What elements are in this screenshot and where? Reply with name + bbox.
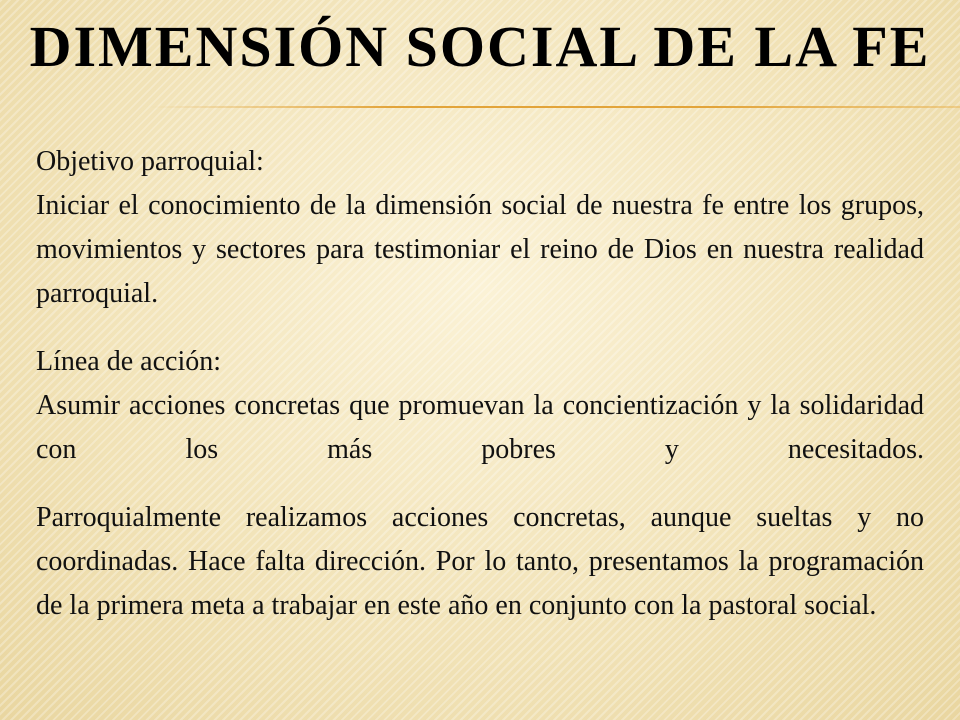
- slide-body: [36, 140, 924, 628]
- section-spacer: [36, 472, 924, 496]
- objective-text: Iniciar el conocimiento de la dimensión social de nuestra fe entre los grupos, movimientos y sectores para testimoniar el reino de Dios en nuestra realidad parroquial.: [36, 190, 924, 309]
- action-line-text: Asumir acciones concretas que promuevan la concientización y la solidaridad con los más pobres y necesitados.: [36, 390, 924, 465]
- section-spacer: [36, 316, 924, 340]
- title-divider: [150, 106, 960, 108]
- conclusion-text: Parroquialmente realizamos acciones concretas, aunque sueltas y no coordinadas. Hace falta dirección. Por lo tanto, presentamos la programación de la primera meta a trabajar en este año en conjunto con la pastoral social.: [36, 502, 924, 621]
- objective-heading: Objetivo parroquial:: [36, 146, 264, 177]
- slide-title: DIMENSIÓN SOCIAL DE LA FE: [29, 14, 931, 79]
- action-line-heading: Línea de acción:: [36, 346, 222, 377]
